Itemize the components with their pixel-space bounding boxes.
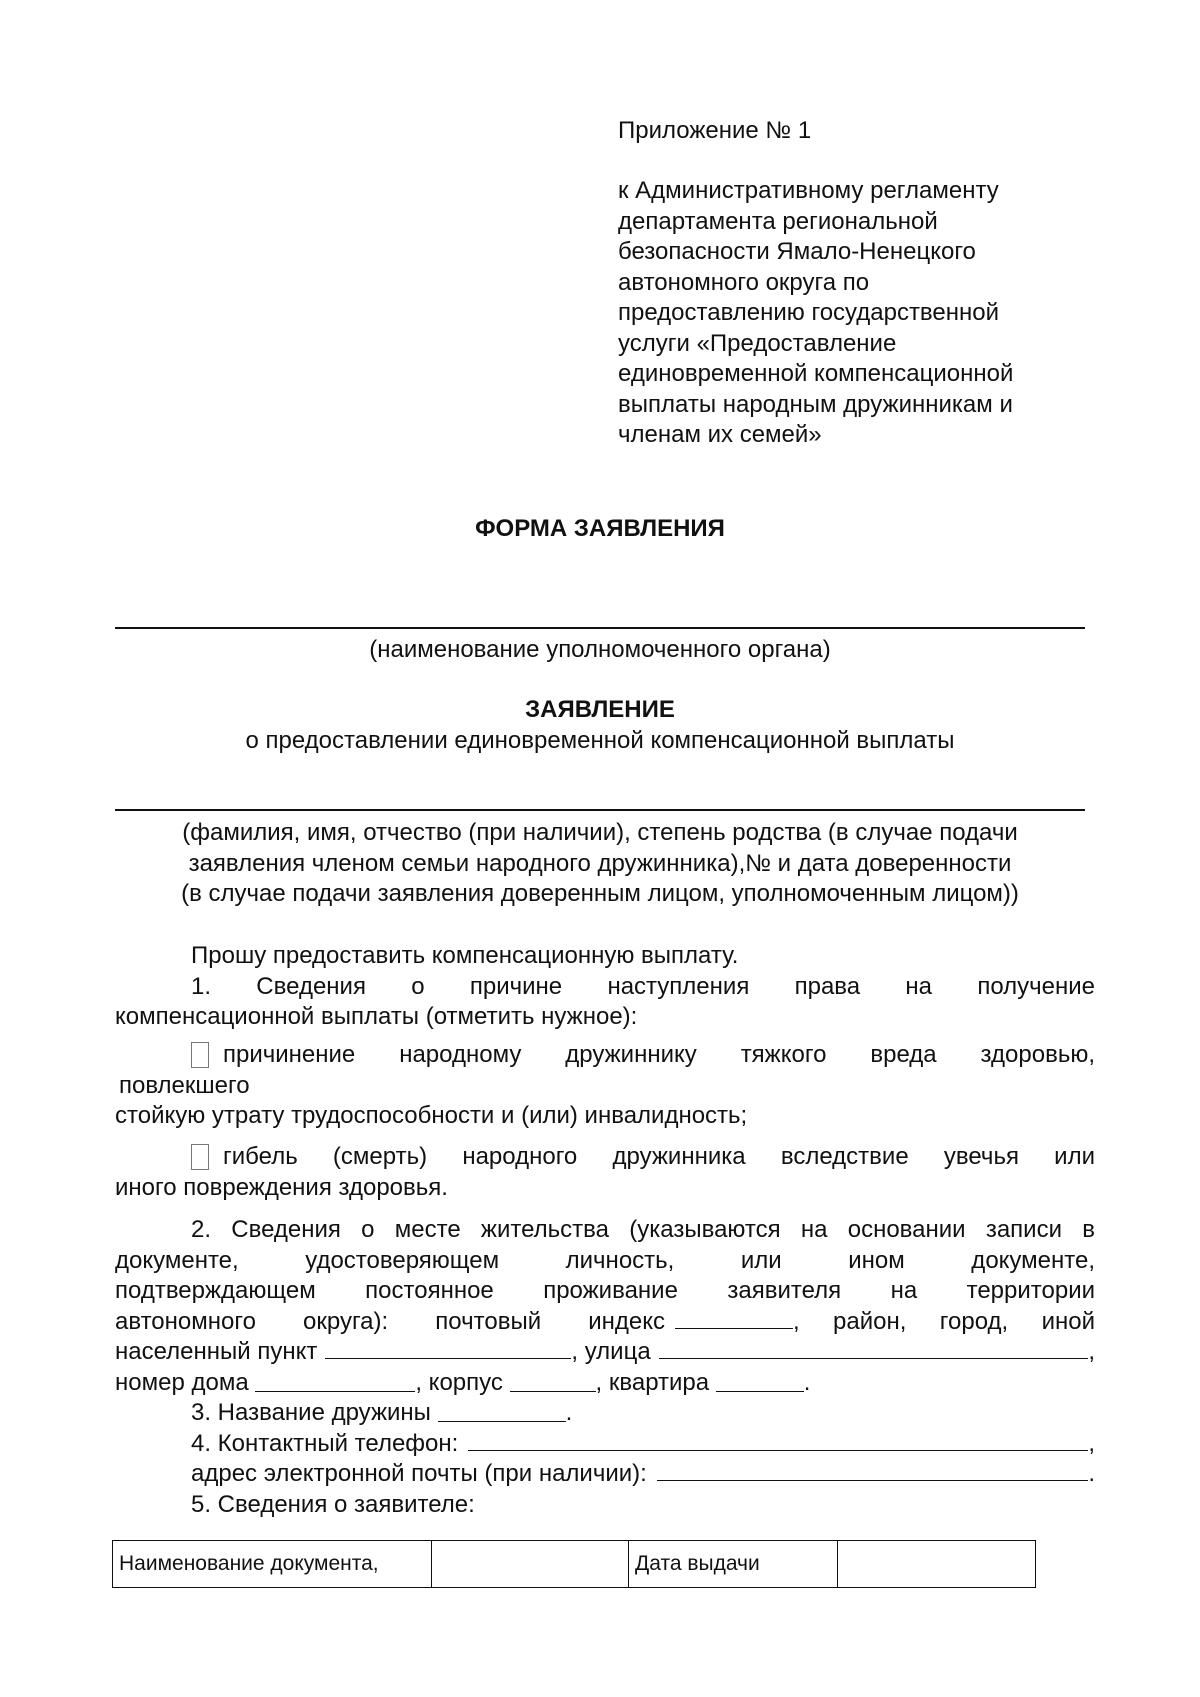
applicant-caption-line: (в случае подачи заявления доверенным лицом, уполномоченным лицом)) [181, 880, 1019, 907]
item1-line: компенсационной выплаты (отметить нужное): [115, 1003, 638, 1030]
item2-line: номер дома [115, 1368, 249, 1396]
email-label: адрес электронной почты (при наличии): [191, 1460, 647, 1487]
table-cell-document-name: Наименование документа, [113, 1541, 432, 1588]
option-death-text: иного повреждения здоровья. [115, 1173, 448, 1201]
option-death-text: гибель (смерть) народного дружинника вследствие увечья или [223, 1143, 1095, 1170]
item2-line: , корпус [415, 1368, 503, 1396]
item2-line: , [1088, 1338, 1095, 1365]
injury-checkbox[interactable] [191, 1042, 209, 1068]
item2-line: подтверждающем постоянное проживание заявителя на территории [115, 1277, 1095, 1304]
applicant-caption-line: заявления членом семьи народного дружинника),№ и дата доверенности [188, 849, 1012, 877]
item4-comma: , [1088, 1429, 1095, 1457]
option-death [115, 1142, 1095, 1203]
annex-line: автономного округа по [618, 268, 870, 296]
street-field[interactable] [659, 1338, 1089, 1359]
annex-line: к Административному регламенту [618, 177, 999, 204]
contacts-section [115, 1398, 1095, 1520]
apartment-field[interactable] [716, 1371, 804, 1392]
death-checkbox[interactable] [191, 1144, 209, 1170]
item1-line: 1. Сведения о причине наступления права на получение [191, 972, 1095, 1000]
email-field[interactable] [657, 1460, 1089, 1481]
item2-line: населенный пункт [115, 1338, 318, 1365]
item4-label: 4. Контактный телефон: [191, 1429, 459, 1457]
phone-field[interactable] [468, 1430, 1088, 1451]
annex-number-text: Приложение № 1 [618, 117, 812, 144]
option-injury-text: стойкую утрату трудоспособности и (или) инвалидность; [115, 1102, 748, 1129]
item2-line: автономного округа): почтовый индекс [115, 1307, 665, 1335]
house-number-field[interactable] [255, 1371, 415, 1392]
item3-period: . [565, 1399, 573, 1426]
applicant-caption [115, 818, 1085, 910]
form-title: ФОРМА ЗАЯВЛЕНИЯ [475, 515, 725, 542]
table-cell-document-value[interactable] [432, 1541, 629, 1588]
annex-line: членам их семей» [618, 421, 822, 448]
postal-code-field[interactable] [675, 1308, 793, 1329]
applicant-info-table [112, 1540, 1036, 1588]
annex-line: предоставлению государственной [618, 299, 1000, 326]
annex-line: выплаты народным дружинникам и [618, 390, 1013, 418]
authority-caption: (наименование уполномоченного органа) [369, 636, 831, 663]
applicant-field-line[interactable] [115, 809, 1085, 811]
annex-number [618, 116, 1118, 147]
table-cell-issue-date: Дата выдачи [629, 1541, 838, 1588]
email-period: . [1088, 1460, 1095, 1487]
item2-line: . [803, 1368, 811, 1396]
authority-field-line[interactable] [115, 627, 1085, 629]
item2-line: 2. Сведения о месте жительства (указываются на основании записи в [191, 1216, 1095, 1243]
settlement-field[interactable] [325, 1338, 571, 1359]
item2-line: , улица [571, 1338, 651, 1365]
annex-line: единовременной компенсационной [618, 360, 1014, 387]
request-text: Прошу предоставить компенсационную выплату. [191, 942, 739, 969]
item3-label: 3. Название дружины [191, 1399, 431, 1426]
application-title: ЗАЯВЛЕНИЕ [525, 696, 675, 723]
applicant-caption-line: (фамилия, имя, отчество (при наличии), степень родства (в случае подачи [182, 819, 1018, 846]
residence-section [115, 1215, 1095, 1398]
annex-line: безопасности Ямало-Ненецкого [618, 238, 976, 265]
item2-line: документе, удостоверяющем личность, или ином документе, [115, 1246, 1095, 1274]
item2-line: , район, город, иной [793, 1307, 1095, 1335]
item5-label: 5. Сведения о заявителе: [191, 1490, 475, 1518]
option-injury-text: повлекшего [119, 1071, 250, 1099]
building-field[interactable] [510, 1371, 596, 1392]
table-cell-issue-date-value[interactable] [838, 1541, 1036, 1588]
application-body [115, 941, 1095, 1033]
annex-line: департамента региональной [618, 207, 938, 235]
table-row [113, 1541, 1036, 1588]
annex-reference [618, 176, 1118, 451]
squad-name-field[interactable] [438, 1401, 566, 1422]
option-injury-text: причинение народному дружиннику тяжкого вреда здоровью, [223, 1041, 1095, 1068]
item2-line: , квартира [595, 1368, 710, 1396]
option-injury [115, 1040, 1095, 1132]
application-subtitle: о предоставлении единовременной компенсационной выплаты [245, 727, 955, 754]
annex-line: услуги «Предоставление [618, 329, 897, 357]
